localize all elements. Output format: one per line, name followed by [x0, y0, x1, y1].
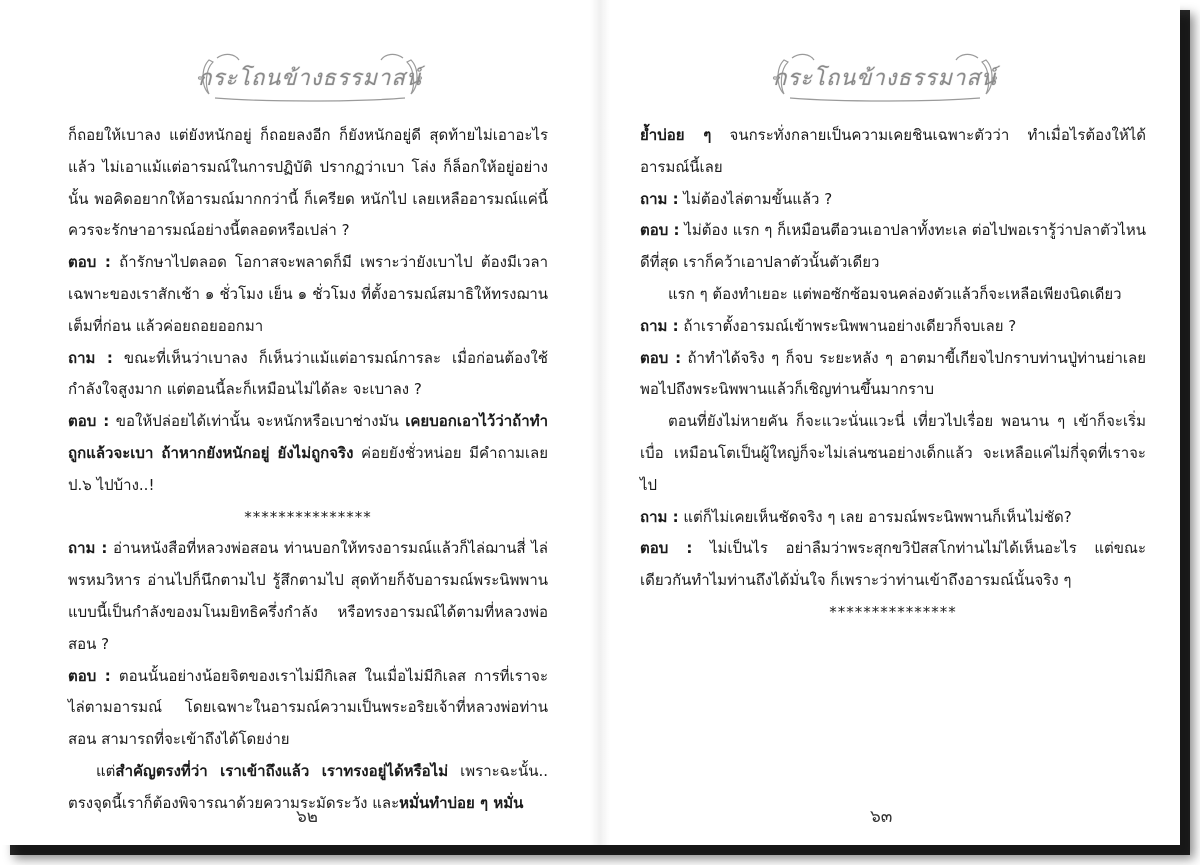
right-page: [600, 0, 1180, 845]
running-header: [770, 48, 1000, 106]
answer-text: ถ้าทำได้จริง ๆ ก็จบ ระยะหลัง ๆ อาตมาขี้เกียจไปกราบท่านปู่ท่านย่าเลย พอไปถึงพระนิพพานแล้วก็เชิญท่านขึ้นมากราบ: [640, 348, 1147, 399]
question-text: อ่านหนังสือที่หลวงพ่อสอน ท่านบอกให้ทรงอารมณ์แล้วก็ไล่ฌานสี่ ไล่พรหมวิหาร อ่านไปก็นึกตามไป รู้สึกตามไป สุดท้ายก็จับอารมณ์พระนิพพาน แบบนี้เป็นกำลังของมโนมยิทธิครึ่งกำลัง หรือทรงอารมณ์ได้ตามที่หลวงพ่อสอน ?: [68, 539, 548, 653]
page-number: ๖๒: [296, 807, 318, 827]
answer-label: ตอบ :: [68, 666, 111, 685]
answer-tail: ค่อยยังชั่วหน่อย มีคำถามเลย ป.๖ ไปบ้าง..!: [68, 443, 548, 494]
paragraph-emphasis: หมั่นทำบ่อย ๆ หมั่น: [399, 793, 524, 812]
answer-paragraph: [640, 215, 1146, 279]
answer-emphasis: เคยบอกเอาไว้ว่าถ้าทำถูกแล้วจะเบา ถ้าหากยังหนักอยู่ ยังไม่ถูกจริง: [68, 412, 548, 462]
question-text: ขณะที่เห็นว่าเบาลง ก็เห็นว่าแม้แต่อารมณ์การละ เมื่อก่อนต้องใช้กำลังใจสูงมาก แต่ตอนนี้ละก็เหมือนไม่ได้ละ จะเบาลง ?: [68, 348, 548, 399]
header-title: กระโถนข้างธรรมาสน์: [198, 65, 422, 91]
answer-text: ไม่ต้อง แรก ๆ ก็เหมือนตีอวนเอาปลาทั้งทะเล ต่อไปพอเรารู้ว่าปลาตัวไหนดีที่สุด เราก็คว้าเอาปลาตัวนั้นตัวเดียว: [640, 221, 1146, 272]
question-label: ถาม :: [640, 189, 679, 208]
question-paragraph: [640, 502, 1146, 534]
paragraph-text: จนกระทั่งกลายเป็นความเคยชินเฉพาะตัวว่า ทำเมื่อไรต้องให้ได้อารมณ์นี้เลย: [640, 126, 1146, 176]
question-label: ถาม :: [68, 539, 108, 558]
question-text: ไม่ต้องไล่ตามขั้นแล้ว ?: [678, 189, 833, 208]
answer-paragraph: [640, 343, 1146, 407]
paragraph: แรก ๆ ต้องทำเยอะ แต่พอซักซ้อมจนคล่องตัวแล้วก็จะเหลือเพียงนิดเดียว: [668, 284, 1122, 303]
paragraph-emphasis: ย้ำบ่อย ๆ: [640, 126, 712, 144]
answer-text: ขอให้ปล่อยได้เท่านั้น จะหนักหรือเบาช่างมัน: [109, 412, 406, 431]
paragraph-text: เพราะฉะนั้น.. ตรงจุดนี้เราก็ต้องพิจารณาด้วยความระมัดระวัง และ: [68, 761, 548, 812]
page-number: ๖๓: [870, 807, 893, 827]
running-header: [195, 48, 425, 106]
question-label: ถาม :: [640, 316, 679, 335]
answer-paragraph: [68, 247, 548, 342]
paragraph-text: แต่: [96, 761, 116, 780]
page-body: [640, 120, 1146, 629]
question-text: ถ้าเราตั้งอารมณ์เข้าพระนิพพานอย่างเดียวก็จบเลย ?: [678, 316, 1017, 335]
paragraph-text: ก็ถอยให้เบาลง แต่ยังหนักอยู่ ก็ถอยลงอีก ก็ยังหนักอยู่ดี สุดท้ายไม่เอาอะไรแล้ว ไม่เอาแม้แต่อารมณ์ในการปฏิบัติ ปรากฏว่าเบา โล่ง ก็ล็อกให้อยู่อย่างนั้น พอคิดอยากให้อารมณ์มากกว่านี้ ก็เครียด หนักไป เลยเหลืออารมณ์แค่นี้ ควรจะรักษาอารมณ์อย่างนี้ตลอดหรือเปล่า ?: [68, 126, 548, 240]
paragraph: [68, 120, 548, 247]
answer-text: ไม่เป็นไร อย่าลืมว่าพระสุกขวิปัสสโกท่านไม่ได้เห็นอะไร แต่ขณะเดียวกันทำไมท่านถึงได้มั่นใจ ก็เพราะว่าท่านเข้าถึงอารมณ์นั้นจริง ๆ: [640, 539, 1146, 590]
paragraph: [640, 120, 1146, 184]
section-divider: ***************: [244, 507, 372, 526]
answer-paragraph: [68, 661, 548, 756]
question-label: ถาม :: [68, 348, 113, 367]
question-paragraph: [68, 533, 548, 660]
question-paragraph: [640, 311, 1146, 343]
answer-paragraph: [68, 406, 548, 501]
answer-text: ตอนนั้นอย่างน้อยจิตของเราไม่มีกิเลส ในเมื่อไม่มีกิเลส การที่เราจะไล่ตามอารมณ์ โดยเฉพาะในอารมณ์ความเป็นพระอริยเจ้าที่หลวงพ่อท่านสอน สามารถที่จะเข้าถึงได้โดยง่าย: [68, 666, 549, 749]
paragraph-emphasis: สำคัญตรงที่ว่า เราเข้าถึงแล้ว เราทรงอยู่ได้หรือไม่: [115, 761, 449, 780]
paragraph: ตอนที่ยังไม่หายคัน ก็จะแวะนั่นแวะนี่ เที่ยวไปเรื่อย พอนาน ๆ เข้าก็จะเริ่มเบื่อ เหมือนโตเป็นผู้ใหญ่ก็จะไม่เล่นซนอย่างเด็กแล้ว จะเหลือแค่ไม่กี่จุดที่เราจะไป: [640, 412, 1146, 494]
answer-paragraph: [640, 533, 1146, 597]
page-body: [68, 120, 548, 820]
answer-label: ตอบ :: [68, 253, 111, 272]
question-paragraph: [68, 343, 548, 407]
question-text: แต่ก็ไม่เคยเห็นชัดจริง ๆ เลย อารมณ์พระนิพพานก็เห็นไม่ชัด?: [678, 507, 1072, 526]
question-paragraph: [640, 184, 1146, 216]
answer-label: ตอบ :: [68, 412, 110, 431]
question-label: ถาม :: [640, 507, 679, 526]
answer-label: ตอบ :: [640, 348, 682, 367]
header-title: กระโถนข้างธรรมาสน์: [773, 65, 997, 91]
section-divider: ***************: [829, 602, 957, 621]
answer-label: ตอบ :: [640, 539, 693, 558]
answer-label: ตอบ :: [640, 221, 680, 240]
left-page: [0, 0, 600, 845]
answer-text: ถ้ารักษาไปตลอด โอกาสจะพลาดก็มี เพราะว่ายังเบาไป ต้องมีเวลาเฉพาะของเราสักเช้า ๑ ชั่วโมง เย็น ๑ ชั่วโมง ที่ตั้งอารมณ์สมาธิให้ทรงฌานเต็มที่ก่อน แล้วค่อยถอยออกมา: [68, 253, 548, 335]
